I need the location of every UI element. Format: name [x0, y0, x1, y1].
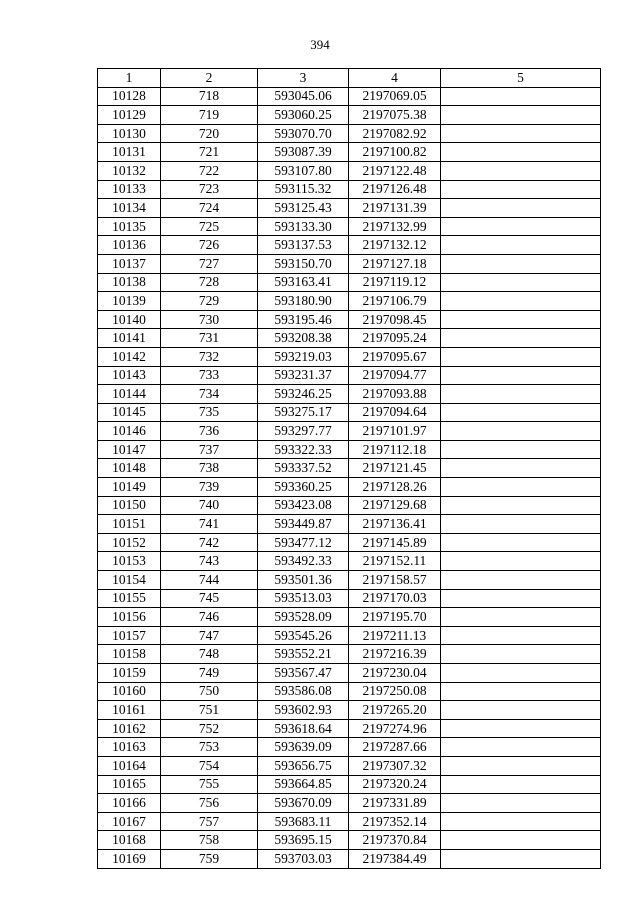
table-cell: 10138 [98, 273, 161, 292]
table-cell: 593195.46 [258, 310, 349, 329]
column-header: 2 [161, 69, 258, 88]
table-cell: 759 [161, 849, 258, 868]
table-cell [441, 440, 601, 459]
table-cell [441, 422, 601, 441]
table-cell: 593231.37 [258, 366, 349, 385]
table-cell: 593703.03 [258, 849, 349, 868]
table-cell: 593060.25 [258, 106, 349, 125]
table-cell [441, 199, 601, 218]
table-cell: 740 [161, 496, 258, 515]
table-cell: 2197216.39 [349, 645, 441, 664]
table-cell: 593501.36 [258, 571, 349, 590]
table-cell: 2197127.18 [349, 254, 441, 273]
table-cell [441, 180, 601, 199]
table-row [98, 682, 601, 701]
table-cell: 10139 [98, 292, 161, 311]
table-cell: 743 [161, 552, 258, 571]
table-cell: 737 [161, 440, 258, 459]
table-cell [441, 236, 601, 255]
table-cell [441, 812, 601, 831]
table-row [98, 347, 601, 366]
table-cell: 726 [161, 236, 258, 255]
table-cell: 10150 [98, 496, 161, 515]
column-header: 1 [98, 69, 161, 88]
table-cell: 2197112.18 [349, 440, 441, 459]
table-cell: 593477.12 [258, 533, 349, 552]
table-cell: 2197094.64 [349, 403, 441, 422]
table-cell: 593586.08 [258, 682, 349, 701]
table-row [98, 106, 601, 125]
table-cell: 744 [161, 571, 258, 590]
table-cell: 593670.09 [258, 794, 349, 813]
table-cell: 750 [161, 682, 258, 701]
table-cell: 2197230.04 [349, 664, 441, 683]
table-cell: 725 [161, 217, 258, 236]
table-cell: 593567.47 [258, 664, 349, 683]
table-cell: 593137.53 [258, 236, 349, 255]
table-cell: 747 [161, 626, 258, 645]
table-cell [441, 701, 601, 720]
table-row [98, 329, 601, 348]
table-cell: 10154 [98, 571, 161, 590]
table-cell [441, 626, 601, 645]
table-cell: 10155 [98, 589, 161, 608]
table-cell: 2197098.45 [349, 310, 441, 329]
table-row [98, 199, 601, 218]
table-cell: 749 [161, 664, 258, 683]
table-cell: 593695.15 [258, 831, 349, 850]
table-cell: 745 [161, 589, 258, 608]
table-cell: 2197093.88 [349, 385, 441, 404]
table-cell: 2197287.66 [349, 738, 441, 757]
table-cell: 10134 [98, 199, 161, 218]
table-cell: 593045.06 [258, 87, 349, 106]
table-cell: 742 [161, 533, 258, 552]
table-cell: 10142 [98, 347, 161, 366]
table-cell: 739 [161, 478, 258, 497]
table-cell [441, 347, 601, 366]
table-cell: 10147 [98, 440, 161, 459]
table-cell [441, 254, 601, 273]
table-cell: 593492.33 [258, 552, 349, 571]
table-cell [441, 496, 601, 515]
table-cell: 722 [161, 161, 258, 180]
table-cell: 2197129.68 [349, 496, 441, 515]
table-cell [441, 273, 601, 292]
table-cell: 593552.21 [258, 645, 349, 664]
table-cell: 593133.30 [258, 217, 349, 236]
table-row [98, 254, 601, 273]
column-header: 5 [441, 69, 601, 88]
table-cell: 593545.26 [258, 626, 349, 645]
table-row [98, 87, 601, 106]
table-cell: 10158 [98, 645, 161, 664]
table-cell [441, 161, 601, 180]
table-cell: 733 [161, 366, 258, 385]
table-row [98, 849, 601, 868]
table-cell: 2197101.97 [349, 422, 441, 441]
table-cell: 10129 [98, 106, 161, 125]
table-cell [441, 87, 601, 106]
table-cell: 2197132.12 [349, 236, 441, 255]
table-cell: 10157 [98, 626, 161, 645]
table-cell: 2197170.03 [349, 589, 441, 608]
table-cell: 719 [161, 106, 258, 125]
table-cell: 10152 [98, 533, 161, 552]
table-cell: 593683.11 [258, 812, 349, 831]
table-cell: 2197265.20 [349, 701, 441, 720]
table-cell [441, 664, 601, 683]
table-cell: 593107.80 [258, 161, 349, 180]
table-cell: 10141 [98, 329, 161, 348]
table-row [98, 273, 601, 292]
column-header: 3 [258, 69, 349, 88]
table-cell [441, 515, 601, 534]
table-row [98, 292, 601, 311]
table-cell: 735 [161, 403, 258, 422]
table-cell [441, 106, 601, 125]
table-cell: 10130 [98, 124, 161, 143]
table-cell: 2197211.13 [349, 626, 441, 645]
table-cell: 2197082.92 [349, 124, 441, 143]
table-cell: 593125.43 [258, 199, 349, 218]
table-row [98, 664, 601, 683]
table-row [98, 161, 601, 180]
table-cell: 10140 [98, 310, 161, 329]
table-cell: 2197320.24 [349, 775, 441, 794]
table-cell [441, 143, 601, 162]
table-cell: 2197106.79 [349, 292, 441, 311]
table-cell: 2197094.77 [349, 366, 441, 385]
table-cell: 736 [161, 422, 258, 441]
table-row [98, 236, 601, 255]
table-cell: 10146 [98, 422, 161, 441]
table-cell [441, 775, 601, 794]
table-cell: 593115.32 [258, 180, 349, 199]
table-cell: 2197095.24 [349, 329, 441, 348]
table-cell [441, 831, 601, 850]
table-row [98, 571, 601, 590]
table-cell: 593618.64 [258, 719, 349, 738]
table-row [98, 217, 601, 236]
table-cell: 10133 [98, 180, 161, 199]
table-header [98, 69, 601, 88]
table-cell: 10160 [98, 682, 161, 701]
table-cell: 10165 [98, 775, 161, 794]
table-row [98, 385, 601, 404]
table-cell: 10153 [98, 552, 161, 571]
table-cell: 758 [161, 831, 258, 850]
page-number: 394 [310, 37, 330, 52]
table-cell: 10148 [98, 459, 161, 478]
table-cell: 2197158.57 [349, 571, 441, 590]
table-cell [441, 645, 601, 664]
table-cell [441, 459, 601, 478]
table-cell: 593087.39 [258, 143, 349, 162]
table-cell: 10131 [98, 143, 161, 162]
table-cell [441, 366, 601, 385]
table-cell [441, 310, 601, 329]
table-cell: 2197095.67 [349, 347, 441, 366]
table-cell: 2197250.08 [349, 682, 441, 701]
table-row [98, 794, 601, 813]
table-cell: 2197119.12 [349, 273, 441, 292]
table-row [98, 143, 601, 162]
table-cell: 753 [161, 738, 258, 757]
table-cell: 2197128.26 [349, 478, 441, 497]
table-row [98, 533, 601, 552]
table-cell: 2197370.84 [349, 831, 441, 850]
table-cell [441, 682, 601, 701]
table-row [98, 626, 601, 645]
table-cell: 2197274.96 [349, 719, 441, 738]
table-cell: 727 [161, 254, 258, 273]
table-cell [441, 849, 601, 868]
table-row [98, 756, 601, 775]
table-cell: 593423.08 [258, 496, 349, 515]
table-cell: 2197122.48 [349, 161, 441, 180]
table-row [98, 496, 601, 515]
table-cell: 10156 [98, 608, 161, 627]
table-row [98, 719, 601, 738]
table-cell: 593639.09 [258, 738, 349, 757]
table-cell [441, 589, 601, 608]
table-cell: 2197384.49 [349, 849, 441, 868]
table-cell [441, 533, 601, 552]
table-cell [441, 756, 601, 775]
table-cell: 10168 [98, 831, 161, 850]
table-cell [441, 329, 601, 348]
table-cell: 593337.52 [258, 459, 349, 478]
table-cell: 757 [161, 812, 258, 831]
table-row [98, 515, 601, 534]
table-row [98, 180, 601, 199]
table-cell: 756 [161, 794, 258, 813]
table-row [98, 459, 601, 478]
table-body [98, 87, 601, 868]
table-cell: 10145 [98, 403, 161, 422]
table-row [98, 701, 601, 720]
table-cell: 10149 [98, 478, 161, 497]
table-cell [441, 571, 601, 590]
table-cell: 2197136.41 [349, 515, 441, 534]
table-cell: 2197131.39 [349, 199, 441, 218]
table-cell: 2197152.11 [349, 552, 441, 571]
table-cell [441, 292, 601, 311]
table-cell: 754 [161, 756, 258, 775]
table-row [98, 422, 601, 441]
table-cell: 720 [161, 124, 258, 143]
table-cell: 2197195.70 [349, 608, 441, 627]
table-cell: 10167 [98, 812, 161, 831]
table-cell [441, 385, 601, 404]
table-cell [441, 608, 601, 627]
table-cell: 10132 [98, 161, 161, 180]
header-row [98, 69, 601, 88]
table-cell: 724 [161, 199, 258, 218]
table-cell: 10169 [98, 849, 161, 868]
table-cell [441, 403, 601, 422]
table-cell: 593163.41 [258, 273, 349, 292]
table-cell: 748 [161, 645, 258, 664]
table-cell: 593513.03 [258, 589, 349, 608]
table-cell [441, 124, 601, 143]
coordinates-table [97, 68, 601, 869]
table-cell: 2197069.05 [349, 87, 441, 106]
table-cell [441, 719, 601, 738]
table-cell: 729 [161, 292, 258, 311]
table-cell: 593602.93 [258, 701, 349, 720]
table-cell: 746 [161, 608, 258, 627]
table-cell: 593322.33 [258, 440, 349, 459]
table-cell: 2197352.14 [349, 812, 441, 831]
table-cell: 593297.77 [258, 422, 349, 441]
table-cell: 721 [161, 143, 258, 162]
table-cell [441, 552, 601, 571]
table-cell: 732 [161, 347, 258, 366]
table-cell: 10128 [98, 87, 161, 106]
table-row [98, 608, 601, 627]
table-cell: 593275.17 [258, 403, 349, 422]
table-cell [441, 738, 601, 757]
table-cell: 2197100.82 [349, 143, 441, 162]
table-cell: 2197132.99 [349, 217, 441, 236]
table-cell: 10137 [98, 254, 161, 273]
table-cell: 593664.85 [258, 775, 349, 794]
table-cell: 738 [161, 459, 258, 478]
table-cell: 593180.90 [258, 292, 349, 311]
table-cell: 10162 [98, 719, 161, 738]
table-cell: 593360.25 [258, 478, 349, 497]
table-row [98, 589, 601, 608]
table-cell: 751 [161, 701, 258, 720]
table-cell: 2197145.89 [349, 533, 441, 552]
table-row [98, 812, 601, 831]
table-cell: 593528.09 [258, 608, 349, 627]
table-cell: 593656.75 [258, 756, 349, 775]
table-cell: 723 [161, 180, 258, 199]
table-row [98, 645, 601, 664]
table-cell: 593246.25 [258, 385, 349, 404]
table-row [98, 124, 601, 143]
table-cell: 2197126.48 [349, 180, 441, 199]
table-row [98, 310, 601, 329]
table-cell: 2197075.38 [349, 106, 441, 125]
table-cell: 10161 [98, 701, 161, 720]
table-cell [441, 794, 601, 813]
table-cell: 10135 [98, 217, 161, 236]
table-cell: 752 [161, 719, 258, 738]
table-row [98, 366, 601, 385]
table-cell: 734 [161, 385, 258, 404]
table-cell [441, 478, 601, 497]
table-cell: 10151 [98, 515, 161, 534]
table-cell: 728 [161, 273, 258, 292]
table-cell: 2197307.32 [349, 756, 441, 775]
table-cell: 593449.87 [258, 515, 349, 534]
table-cell [441, 217, 601, 236]
table-cell: 593219.03 [258, 347, 349, 366]
table-row [98, 775, 601, 794]
table-cell: 593208.38 [258, 329, 349, 348]
table-row [98, 403, 601, 422]
table-row [98, 738, 601, 757]
table-cell: 2197121.45 [349, 459, 441, 478]
table-cell: 10159 [98, 664, 161, 683]
table-cell: 2197331.89 [349, 794, 441, 813]
table-cell: 10144 [98, 385, 161, 404]
table-cell: 593150.70 [258, 254, 349, 273]
table-row [98, 478, 601, 497]
table-row [98, 440, 601, 459]
table-row [98, 552, 601, 571]
table-cell: 741 [161, 515, 258, 534]
table-cell: 731 [161, 329, 258, 348]
table-cell: 730 [161, 310, 258, 329]
table-cell: 10163 [98, 738, 161, 757]
table-cell: 718 [161, 87, 258, 106]
table-cell: 755 [161, 775, 258, 794]
table-cell: 593070.70 [258, 124, 349, 143]
table-cell: 10143 [98, 366, 161, 385]
table-cell: 10166 [98, 794, 161, 813]
column-header: 4 [349, 69, 441, 88]
table-cell: 10136 [98, 236, 161, 255]
table-row [98, 831, 601, 850]
table-cell: 10164 [98, 756, 161, 775]
